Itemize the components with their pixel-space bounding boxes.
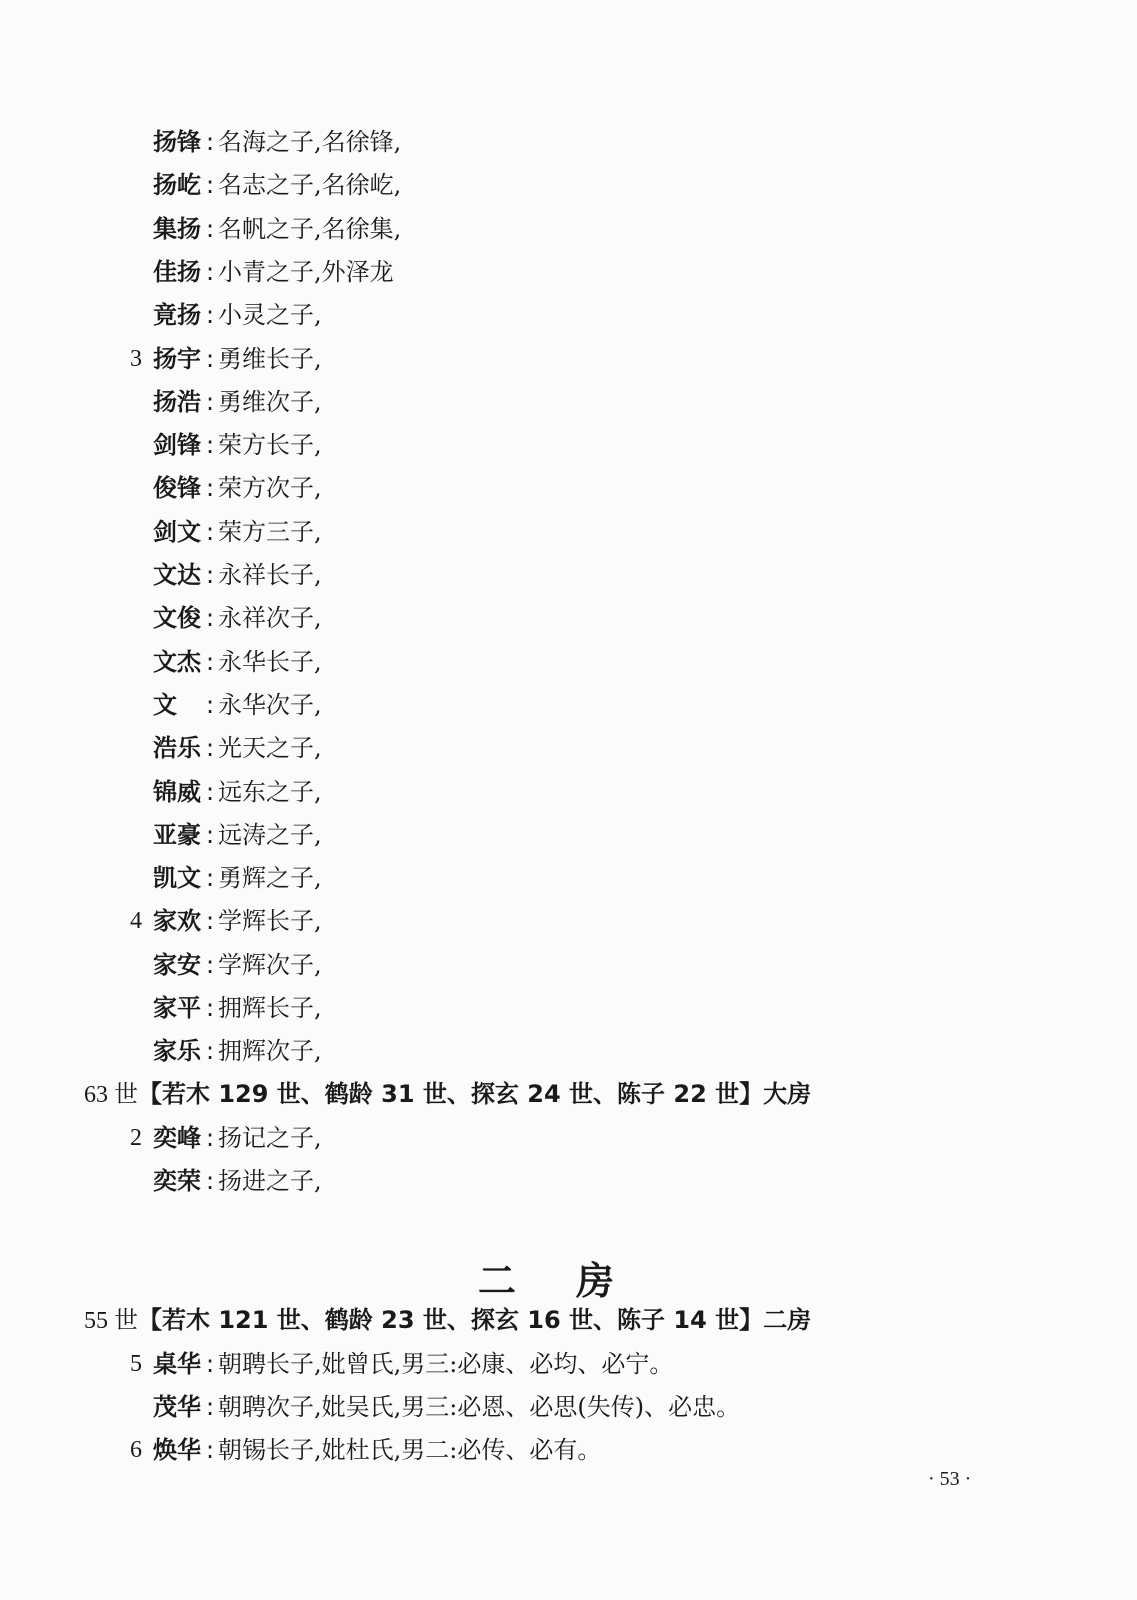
- entry-description: 远涛之子,: [218, 820, 322, 849]
- entry-description: 朝聘长子,妣曾氏,男三:必康、必均、必宁。: [218, 1350, 674, 1378]
- entry-description: 荣方长子,: [218, 431, 322, 460]
- entry-colon: :: [206, 1167, 215, 1195]
- entry-number: 3: [130, 345, 142, 372]
- entry-name: 奕峰: [153, 1124, 201, 1152]
- entry-name: 剑文: [153, 517, 201, 546]
- entry-number: 4: [130, 908, 142, 935]
- entry-description: 名帆之子,名徐集,: [218, 214, 402, 243]
- entry-description: 永华长子,: [218, 647, 322, 676]
- entry-name: 扬锋: [153, 128, 201, 156]
- entry-name: 扬宇: [153, 344, 201, 373]
- entry-colon: :: [206, 344, 215, 373]
- entry-colon: :: [206, 561, 215, 589]
- generation-63-heading: [84, 1074, 811, 1114]
- entry-name: 桌华: [153, 1350, 201, 1378]
- entry-description: 荣方次子,: [218, 474, 322, 503]
- entry-colon: :: [206, 171, 215, 200]
- entry-description: 拥辉长子,: [218, 994, 322, 1022]
- entry-description: 光天之子,: [218, 734, 322, 763]
- entry-description: 勇维长子,: [218, 344, 322, 373]
- entry-colon: :: [206, 777, 215, 806]
- entry-colon: :: [206, 301, 215, 330]
- entry-colon: :: [206, 994, 215, 1022]
- entry-colon: :: [206, 1350, 215, 1378]
- entry-description: 勇维次子,: [218, 387, 322, 416]
- entry-name: 文杰: [153, 647, 201, 676]
- entry-colon: :: [206, 1393, 215, 1421]
- entry-description: 名海之子,名徐锋,: [218, 128, 402, 156]
- entry-name: 剑锋: [153, 431, 201, 460]
- entry-description: 永祥次子,: [218, 604, 322, 633]
- entry-description: 朝锡长子,妣杜氏,男二:必传、必有。: [218, 1436, 602, 1464]
- generation-55-bracket: 【若木 121 世、鹤龄 23 世、探玄 16 世、陈子 14 世】二房: [138, 1306, 812, 1334]
- entry-name: 家安: [153, 950, 201, 979]
- entry-name: 锦威: [153, 777, 201, 806]
- entry-number: 5: [130, 1351, 142, 1377]
- entry-name: 焕华: [153, 1436, 201, 1464]
- entry-colon: :: [206, 128, 215, 156]
- entry-name: 家乐: [153, 1037, 201, 1066]
- entry-name: 奕荣: [153, 1167, 201, 1195]
- generation-63-prefix: 63 世: [84, 1082, 138, 1108]
- entry-description: 朝聘次子,妣吴氏,男三:必恩、必思(失传)、必忠。: [218, 1393, 741, 1421]
- entry-colon: :: [206, 474, 215, 503]
- entry-colon: :: [206, 690, 215, 719]
- entry-name: 浩乐: [153, 734, 201, 763]
- entry-number: 6: [130, 1437, 142, 1463]
- entry-colon: :: [206, 1037, 215, 1066]
- entry-description: 小青之子,外泽龙: [218, 257, 394, 286]
- entry-name: 文达: [153, 561, 201, 589]
- entry-colon: :: [206, 257, 215, 286]
- entry-description: 永祥长子,: [218, 561, 322, 589]
- generation-55-heading: [84, 1300, 811, 1340]
- entry-description: 荣方三子,: [218, 517, 322, 546]
- entry-name: 竟扬: [153, 301, 201, 330]
- entry-description: 学辉次子,: [218, 950, 322, 979]
- entry-colon: :: [206, 734, 215, 763]
- entry-name: 凯文: [153, 864, 201, 893]
- generation-55-prefix: 55 世: [84, 1308, 138, 1334]
- entry-colon: :: [206, 907, 215, 936]
- entry-name: 扬浩: [153, 387, 201, 416]
- section-title: 二房: [478, 1259, 675, 1303]
- entry-colon: :: [206, 1436, 215, 1464]
- entry-colon: :: [206, 1124, 215, 1152]
- entry-colon: :: [206, 604, 215, 633]
- entry-colon: :: [206, 431, 215, 460]
- entry-colon: :: [206, 647, 215, 676]
- entry-name: 家欢: [153, 907, 201, 936]
- entry-number: 2: [130, 1125, 142, 1151]
- entry-description: 学辉长子,: [218, 907, 322, 936]
- entry-description: 拥辉次子,: [218, 1037, 322, 1066]
- entry-description: 名志之子,名徐屹,: [218, 171, 402, 200]
- entry-name: 佳扬: [153, 257, 201, 286]
- page-number: · 53 ·: [928, 1468, 972, 1490]
- entry-name: 家平: [153, 994, 201, 1022]
- entry-description: 永华次子,: [218, 690, 322, 719]
- entry-colon: :: [206, 950, 215, 979]
- entry-name: 扬屹: [153, 171, 201, 200]
- entry-description: 小灵之子,: [218, 301, 322, 330]
- entry-description: 扬记之子,: [218, 1124, 322, 1152]
- entry-name: 俊锋: [153, 474, 201, 503]
- entry-name: 文俊: [153, 604, 201, 633]
- entry-colon: :: [206, 214, 215, 243]
- entry-colon: :: [206, 387, 215, 416]
- entry-name: 亚豪: [153, 820, 201, 849]
- generation-63-bracket: 【若木 129 世、鹤龄 31 世、探玄 24 世、陈子 22 世】大房: [138, 1080, 812, 1108]
- entry-name: 茂华: [153, 1393, 201, 1421]
- entry-colon: :: [206, 820, 215, 849]
- entry-colon: :: [206, 864, 215, 893]
- entry-name: 文: [153, 690, 177, 719]
- entry-colon: :: [206, 517, 215, 546]
- entry-name: 集扬: [153, 214, 201, 243]
- entry-description: 扬进之子,: [218, 1167, 322, 1195]
- entry-description: 勇辉之子,: [218, 864, 322, 893]
- entry-description: 远东之子,: [218, 777, 322, 806]
